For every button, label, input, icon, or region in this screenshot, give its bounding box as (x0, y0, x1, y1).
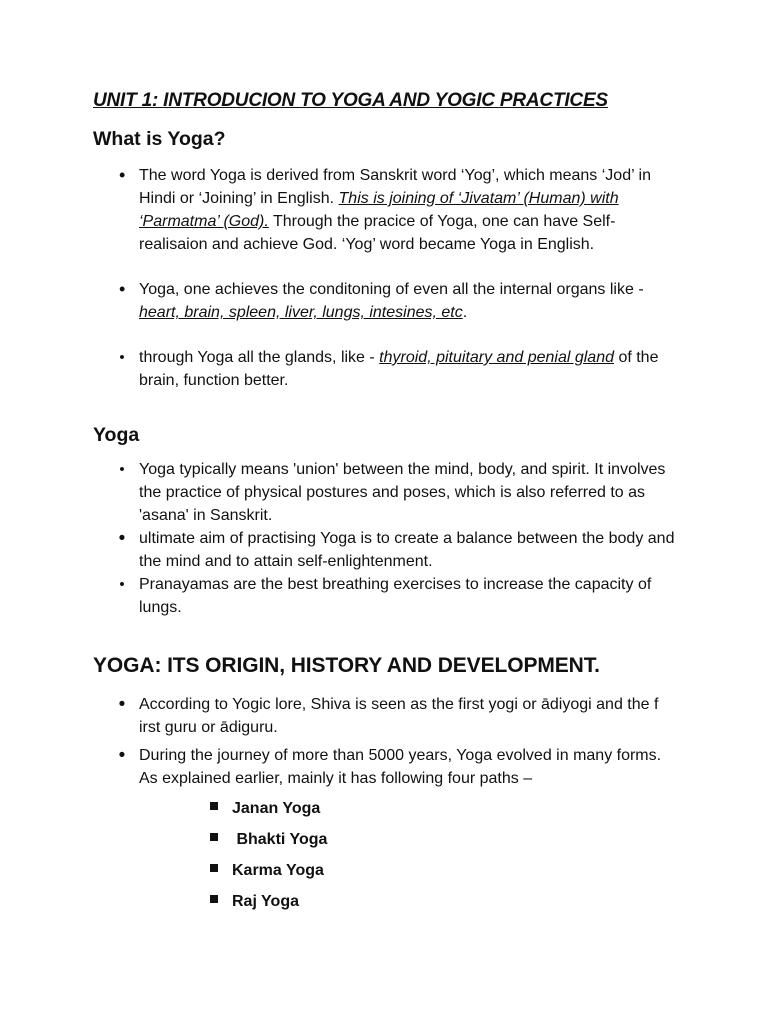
bullet-icon: • (118, 165, 126, 185)
document-page: UNIT 1: INTRODUCION TO YOGA AND YOGIC PRACTICES What is Yoga? • The word Yoga is derived from Sanskrit word ‘Yog’, which means ‘Jod’ in Hindi or ‘Joining’ in English. This is joining of ‘Jivatam’ (Human) with ‘Parmatma’ (God). Through the pracice of Yoga, one can have Self-realisaion and achieve God. ‘Yog’ word became Yoga in English. • Yoga, one achieves the conditoning of even all the internal organs like - heart, brain, spleen, liver, lungs, intesines, etc. • through Yoga all the glands, like - thyroid, pituitary and penial gland of the brain, function better. Yoga • Yoga typically means 'union' between the mind, body, and spirit. It involves the practice of physical postures and poses, which is also referred to as 'asana' in Sanskrit. • ultimate aim of practising Yoga is to create a balance between the body and the mind and to attain self-enlightenment. • Pranayamas are the best breathing exercises to increase the capacity of lungs. YOGA: ITS ORIGIN, HISTORY AND DEVELOPMENT. • According to Yogic lore, Shiva is seen as the first yogi or ādiyogi and the f irst guru or ādiguru. • During the journey of more than 5000 years, Yoga evolved in many forms. As explained earlier, mainly it has following four paths – Janan Yoga Bhakti Yoga Karma Yoga Raj Yoga (0, 0, 768, 1024)
list-item: • According to Yogic lore, Shiva is seen as the first yogi or ādiyogi and the f irst guru or ādiguru. (139, 693, 679, 739)
square-bullet-icon (210, 802, 218, 810)
unit-title: UNIT 1: INTRODUCION TO YOGA AND YOGIC PRACTICES (93, 90, 608, 111)
bullet-icon: • (118, 745, 126, 766)
square-bullet-icon (210, 895, 218, 903)
emphasis-text: thyroid, pituitary and penial gland (379, 349, 614, 366)
emphasis-text: heart, brain, spleen, liver, lungs, intesines, etc (139, 304, 463, 321)
bullet-icon: • (118, 279, 126, 299)
origin-list (118, 693, 679, 790)
list-item: • ultimate aim of practising Yoga is to create a balance between the body and the mind and to attain self-enlightenment. (139, 527, 679, 573)
square-bullet-icon (210, 864, 218, 872)
yoga-heading: Yoga (93, 424, 140, 446)
list-item: • During the journey of more than 5000 years, Yoga evolved in many forms. As explained earlier, mainly it has following four paths – (139, 744, 679, 790)
list-item: • Yoga, one achieves the conditoning of even all the internal organs like - heart, brain, spleen, liver, lungs, intesines, etc. (139, 278, 679, 324)
bullet-icon: • (119, 576, 125, 593)
yoga-list (118, 458, 679, 619)
list-item: • through Yoga all the glands, like - thyroid, pituitary and penial gland of the brain, function better. (139, 346, 679, 392)
what-is-yoga-list (118, 164, 679, 392)
bullet-icon: • (118, 694, 126, 715)
emphasis-text: This is joining of ‘Jivatam’ (Human) with ‘Parmatma’ (God). (139, 190, 619, 230)
bullet-icon: • (119, 461, 125, 478)
what-is-yoga-heading: What is Yoga? (93, 128, 226, 150)
square-bullet-icon (210, 833, 218, 841)
list-item: • Yoga typically means 'union' between the mind, body, and spirit. It involves the practice of physical postures and poses, which is also referred to as 'asana' in Sanskrit. (139, 458, 679, 527)
list-item: • The word Yoga is derived from Sanskrit word ‘Yog’, which means ‘Jod’ in Hindi or ‘Joining’ in English. This is joining of ‘Jivatam’ (Human) with ‘Parmatma’ (God). Through the pracice of Yoga, one can have Self-realisaion and achieve God. ‘Yog’ word became Yoga in English. (139, 164, 679, 256)
bullet-icon: • (119, 349, 125, 366)
list-item: • Pranayamas are the best breathing exercises to increase the capacity of lungs. (139, 573, 679, 619)
bullet-icon: • (118, 528, 126, 549)
origin-heading: YOGA: ITS ORIGIN, HISTORY AND DEVELOPMENT. (93, 654, 600, 677)
